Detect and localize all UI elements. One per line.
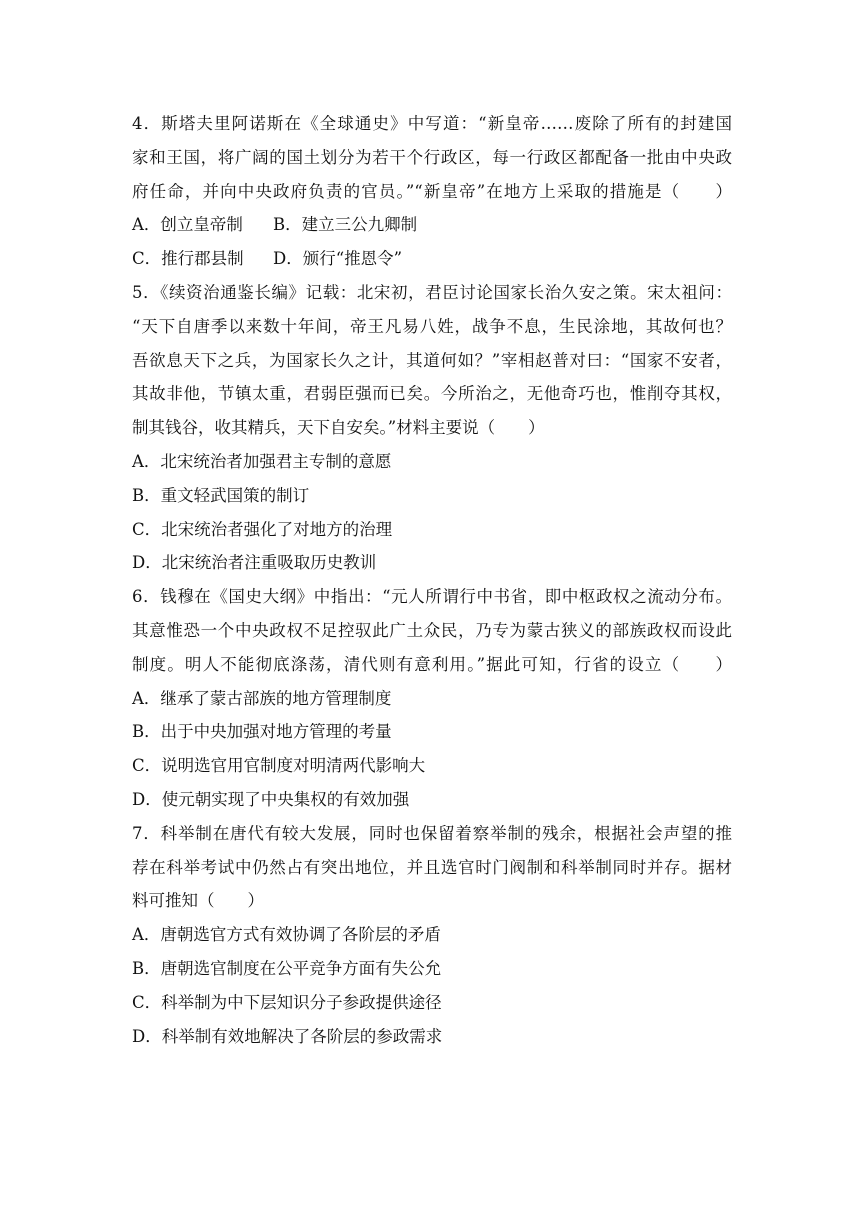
question-list (132, 107, 732, 1053)
question-7-stem-line-3: 料可推知（ ） (132, 891, 264, 911)
question-4-stem-line-3: 府任命，并向中央政府负责的官员。”“新皇帝”在地方上采取的措施是（ ） (132, 181, 732, 201)
question-7-stem-line-1: 7．科举制在唐代有较大发展，同时也保留着察举制的残余，根据社会声望的推 (132, 823, 732, 843)
question-5-stem-line-2: “天下自唐季以来数十年间，帝王凡易八姓，战争不息，生民涂地，其故何也？ (132, 316, 732, 336)
question-6-option-a: A．继承了蒙古部族的地方管理制度 (132, 688, 392, 708)
question-7-option-c: C．科举制为中下层知识分子参政提供途径 (132, 992, 442, 1012)
question-7 (132, 817, 732, 1054)
question-5-stem-line-1: 5．《续资治通鉴长编》记载：北宋初，君臣讨论国家长治久安之策。宋太祖问： (132, 282, 732, 302)
question-6-stem-line-2: 其意惟恐一个中央政权不足控驭此广土众民，乃专为蒙古狭义的部族政权而设此 (132, 620, 732, 640)
question-7-stem-line-2: 荐在科举考试中仍然占有突出地位，并且选官时门阀制和科举制同时并存。据材 (132, 857, 732, 877)
question-6 (132, 580, 732, 817)
question-7-option-a: A．唐朝选官方式有效协调了各阶层的矛盾 (132, 925, 441, 945)
question-4 (132, 107, 732, 276)
question-5 (132, 276, 732, 580)
question-5-option-b: B．重文轻武国策的制订 (132, 485, 310, 505)
question-6-stem-line-1: 6．钱穆在《国史大纲》中指出：“元人所谓行中书省，即中枢政权之流动分布。 (132, 587, 732, 607)
question-5-option-a: A．北宋统治者加强君主专制的意愿 (132, 451, 392, 471)
question-5-stem-line-3: 吾欲息天下之兵，为国家长久之计，其道何如？”宰相赵普对曰：“国家不安者， (132, 350, 732, 370)
question-5-option-c: C．北宋统治者强化了对地方的治理 (132, 519, 393, 539)
question-4-stem-line-2: 家和王国，将广阔的国土划分为若干个行政区，每一行政区都配备一批由中央政 (132, 147, 732, 167)
question-5-option-d: D．北宋统治者注重吸取历史教训 (132, 553, 377, 573)
question-6-option-b: B．出于中央加强对地方管理的考量 (132, 722, 392, 742)
question-5-stem-line-5: 制其钱谷，收其精兵，天下自安矣。”材料主要说（ ） (132, 418, 545, 438)
question-7-option-d: D．科举制有效地解决了各阶层的参政需求 (132, 1026, 443, 1046)
question-4-option-c: C．推行郡县制 (132, 249, 244, 269)
question-6-option-c: C．说明选官用官制度对明清两代影响大 (132, 756, 426, 776)
question-4-option-b: B．建立三公九卿制 (273, 215, 418, 235)
question-4-option-d: D．颁行“推恩令” (273, 249, 403, 269)
question-7-option-b: B．唐朝选官制度在公平竞争方面有失公允 (132, 958, 442, 978)
question-4-stem-line-1: 4．斯塔夫里阿诺斯在《全球通史》中写道：“新皇帝……废除了所有的封建国 (132, 114, 732, 133)
question-6-option-d: D．使元朝实现了中央集权的有效加强 (132, 789, 410, 809)
question-6-stem-line-3: 制度。明人不能彻底涤荡，清代则有意利用。”据此可知，行省的设立（ ） (132, 654, 732, 674)
question-4-options-row-1 (132, 208, 732, 242)
question-4-option-a: A．创立皇帝制 (132, 215, 243, 235)
question-4-options-row-2 (132, 242, 732, 276)
question-5-stem-line-4: 其故非他，节镇太重，君弱臣强而已矣。今所治之，无他奇巧也，惟削夺其权， (132, 384, 732, 404)
